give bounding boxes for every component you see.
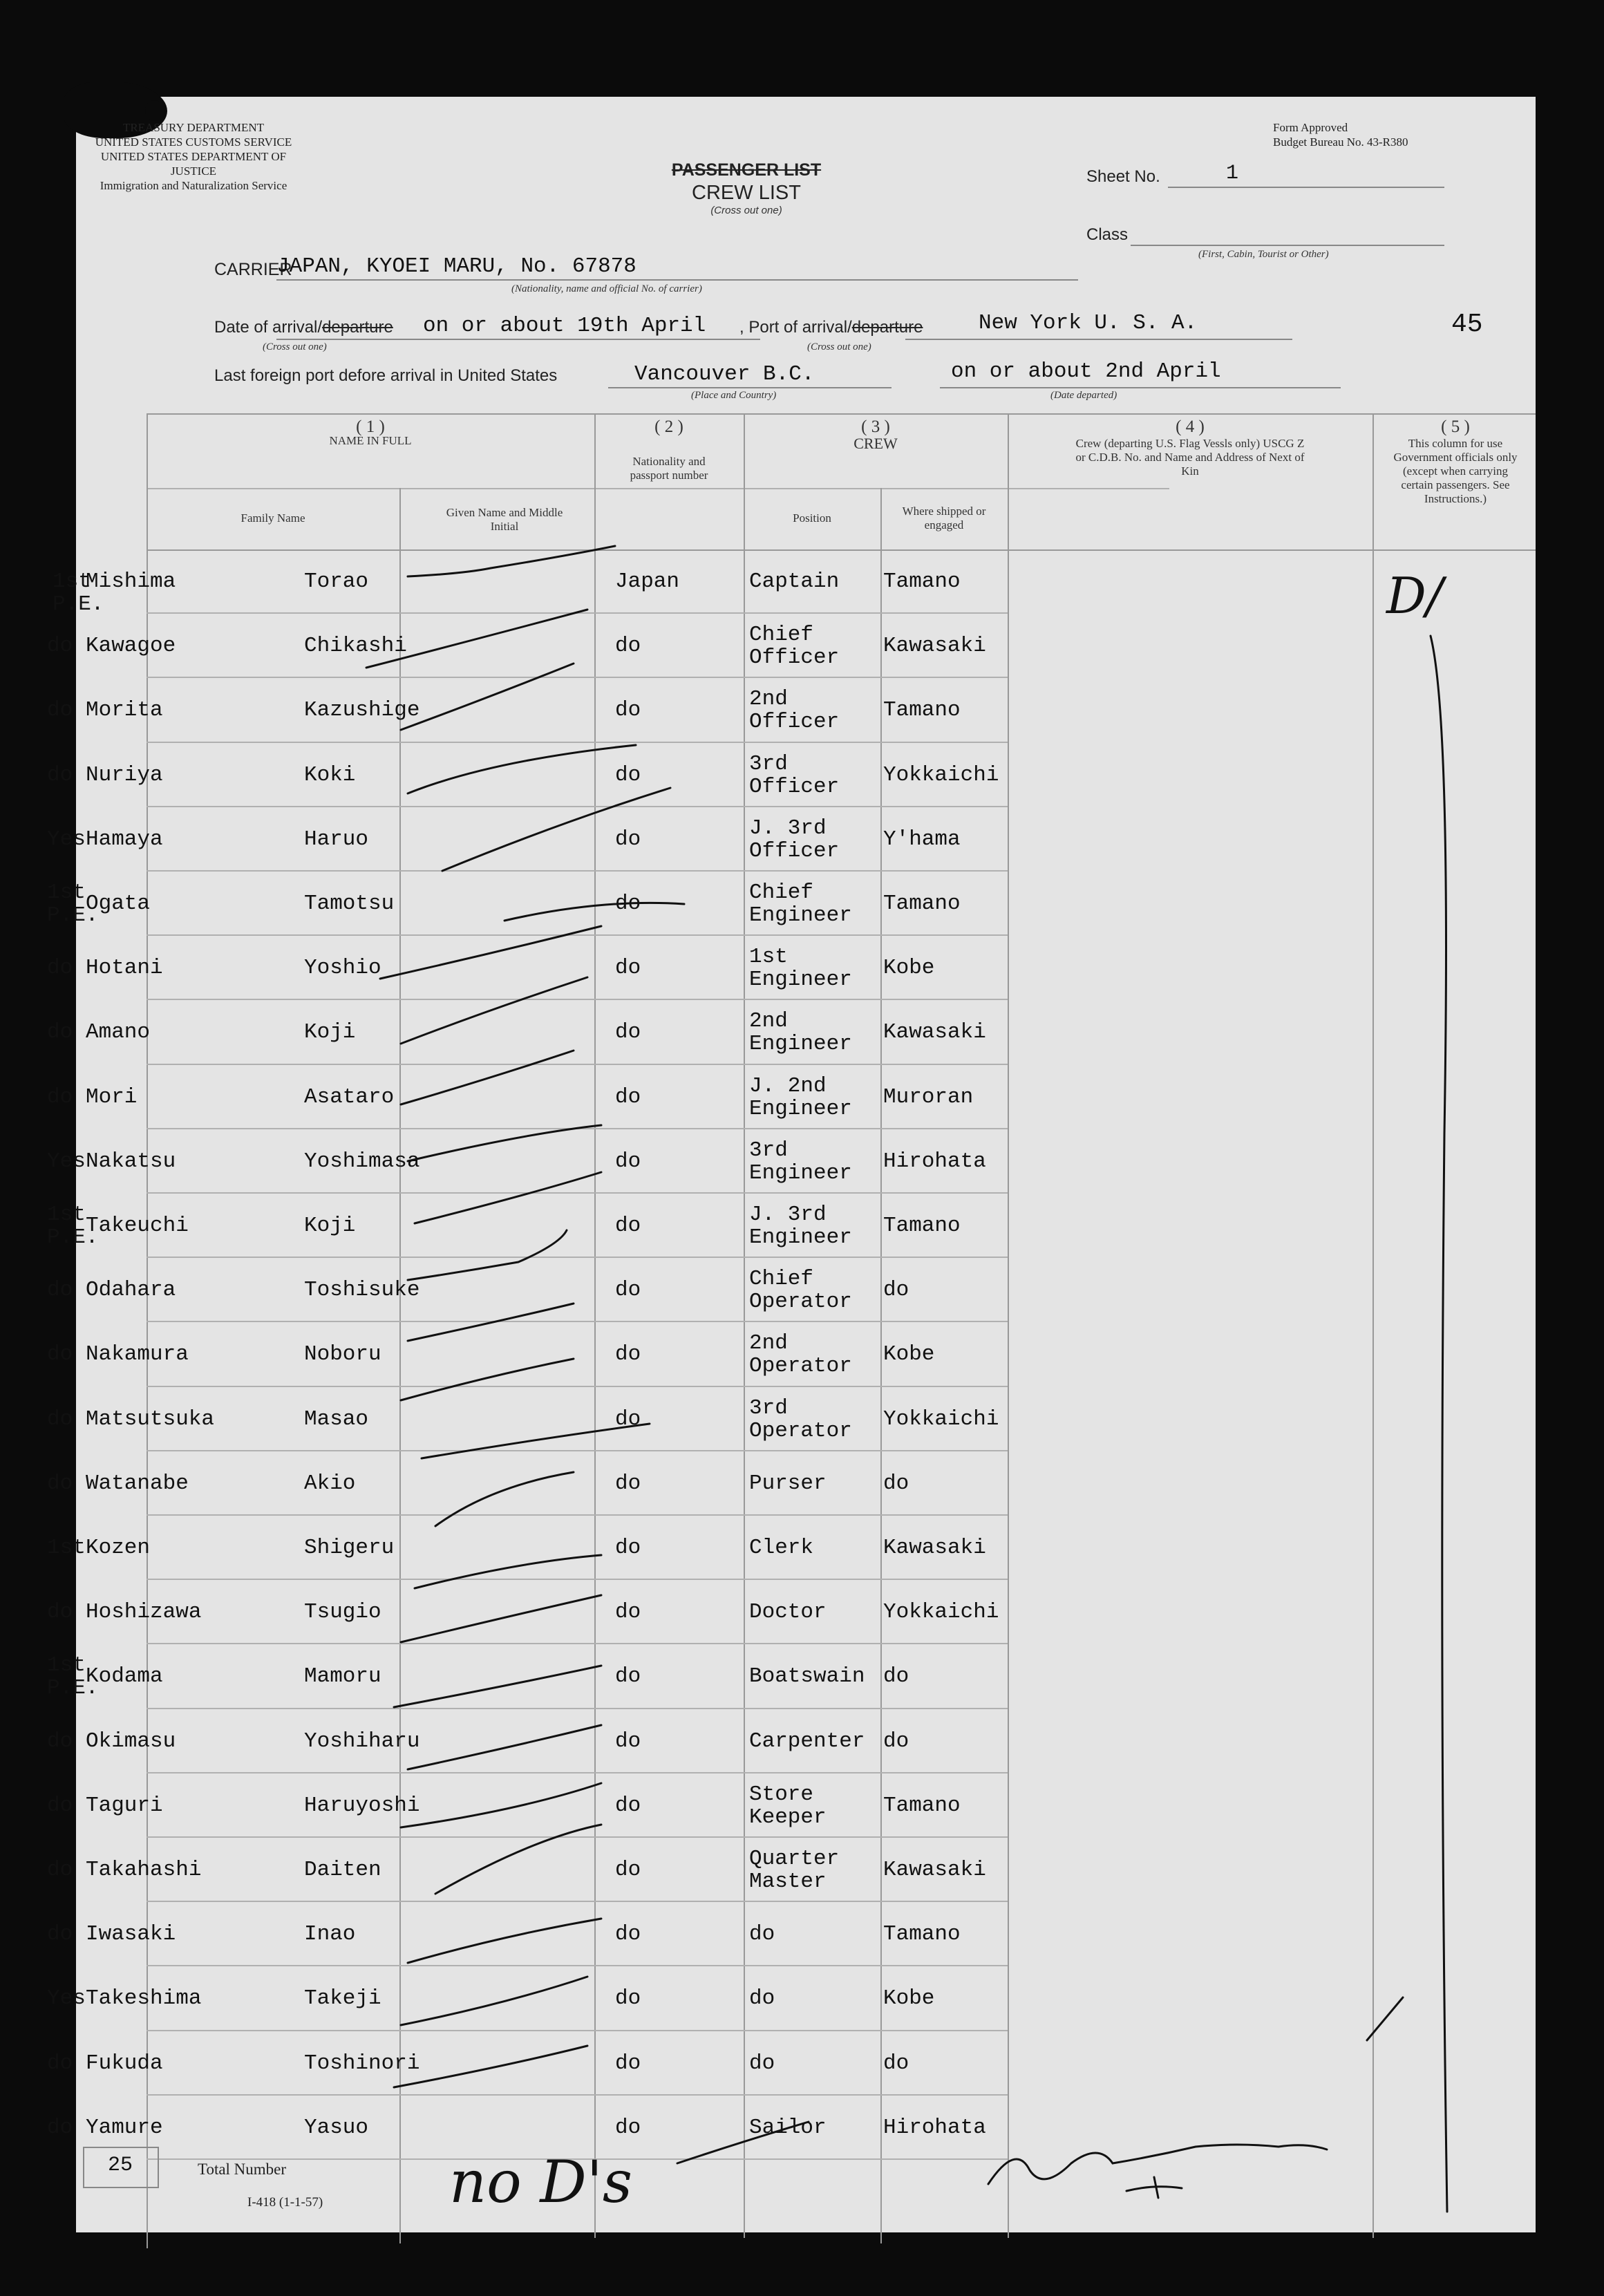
cell-status: do (47, 1600, 73, 1625)
cell-shipped: Tamano (883, 698, 961, 723)
column5-mark: D/ (1386, 567, 1443, 625)
cell-status: do (47, 1729, 73, 1753)
cell-family: Hoshizawa (86, 1600, 202, 1625)
cell-given: Daiten (304, 1858, 381, 1882)
cell-nationality: do (615, 1471, 641, 1496)
cell-nationality: do (615, 634, 641, 659)
cell-nationality: do (615, 1664, 641, 1689)
cell-shipped: Kawasaki (883, 1020, 986, 1045)
cell-position: J. 3rd Officer (749, 816, 840, 863)
pen-check-mark (435, 1825, 601, 1894)
cell-given: Koji (304, 1214, 356, 1238)
cell-status: do (47, 2051, 73, 2076)
cell-family: Takeuchi (86, 1214, 189, 1238)
cell-nationality: do (615, 1084, 641, 1109)
pen-check-mark (366, 610, 587, 668)
cell-status: do (47, 762, 73, 787)
cell-shipped: Kobe (883, 1342, 935, 1367)
carrier-label: CARRIER (214, 260, 292, 279)
col2-number: ( 2 ) (654, 417, 683, 436)
port-value: New York U. S. A. (979, 311, 1198, 335)
cell-given: Haruo (304, 827, 369, 851)
cell-given: Koji (304, 1020, 356, 1045)
cell-nationality: do (615, 1214, 641, 1238)
pen-check-mark (408, 1725, 601, 1769)
cell-nationality: do (615, 762, 641, 787)
pen-check-mark (394, 2046, 587, 2087)
cell-nationality: do (615, 1600, 641, 1625)
cell-position: Boatswain (749, 1664, 865, 1689)
col3-title: CREW (853, 435, 898, 452)
cell-given: Mamoru (304, 1664, 381, 1689)
col1-number: ( 1 ) (356, 417, 385, 436)
cell-status: Yes (47, 1986, 86, 2011)
passenger-list-struck: PASSENGER LIST (671, 160, 822, 180)
cell-shipped: do (883, 1664, 909, 1689)
cell-nationality: do (615, 1149, 641, 1174)
cell-status: 1st P.E. (47, 881, 99, 928)
cell-shipped: do (883, 1471, 909, 1496)
port-caption: (Cross out one) (807, 341, 871, 352)
cell-shipped: Tamano (883, 1922, 961, 1947)
cell-position: Captain (749, 570, 840, 594)
cell-position: Store Keeper (749, 1782, 827, 1829)
cell-status: do (47, 1406, 73, 1431)
cell-given: Noboru (304, 1342, 381, 1367)
cell-given: Kazushige (304, 698, 420, 723)
pen-check-mark (401, 1977, 587, 2025)
cell-position: J. 3rd Engineer (749, 1203, 852, 1250)
port-struck: departure (851, 318, 923, 337)
cell-status: 1st P.E. (47, 1203, 99, 1250)
last-port-label: Last foreign port defore arrival in United States (214, 366, 558, 385)
cell-nationality: do (615, 2115, 641, 2140)
last-port-caption: (Place and Country) (691, 390, 777, 401)
cell-family: Iwasaki (86, 1922, 176, 1947)
cell-nationality: do (615, 2051, 641, 2076)
carrier-caption: (Nationality, name and official No. of carrier) (511, 283, 702, 294)
col3-number: ( 3 ) (861, 417, 890, 436)
cell-shipped: do (883, 1729, 909, 1753)
cell-position: Carpenter (749, 1729, 865, 1753)
cell-status: do (47, 1858, 73, 1882)
cell-family: Kozen (86, 1536, 151, 1560)
cell-family: Takeshima (86, 1986, 202, 2011)
cell-given: Masao (304, 1406, 369, 1431)
pen-check-mark (415, 1172, 601, 1223)
sheet-label: Sheet No. (1086, 167, 1160, 186)
cell-position: do (749, 2051, 775, 2076)
pen-check-mark (401, 1051, 574, 1104)
cell-shipped: Tamano (883, 1793, 961, 1818)
cell-given: Takeji (304, 1986, 381, 2011)
cell-position: Purser (749, 1471, 827, 1496)
cell-shipped: Kobe (883, 956, 935, 981)
sheet-number: 1 (1226, 162, 1239, 185)
cell-nationality: Japan (615, 570, 680, 594)
signature-scribble (988, 2145, 1327, 2184)
cell-shipped: do (883, 2051, 909, 2076)
cell-family: Mishima (86, 570, 176, 594)
cell-status: 1st P.E. (53, 570, 104, 617)
cell-nationality: do (615, 1986, 641, 2011)
arrival-date: on or about 19th April (423, 314, 706, 338)
cell-family: Takahashi (86, 1858, 202, 1882)
shipped-header: Where shipped or engaged (902, 505, 986, 531)
cell-shipped: Kawasaki (883, 1536, 986, 1560)
col1-title: NAME IN FULL (329, 434, 412, 447)
note-underline (677, 2122, 809, 2163)
class-caption: (First, Cabin, Tourist or Other) (1198, 249, 1329, 260)
cell-nationality: do (615, 892, 641, 916)
cross-out-caption: (Cross out one) (710, 205, 782, 216)
cell-position: Clerk (749, 1536, 814, 1560)
cell-given: Yoshimasa (304, 1149, 420, 1174)
cell-shipped: Kawasaki (883, 634, 986, 659)
cell-nationality: do (615, 1729, 641, 1753)
cell-given: Inao (304, 1922, 356, 1947)
cell-status: do (47, 1020, 73, 1045)
pen-check-mark (422, 1424, 650, 1458)
cell-position: Doctor (749, 1600, 827, 1625)
cell-shipped: Kawasaki (883, 1858, 986, 1882)
cell-position: Chief Officer (749, 623, 840, 670)
cell-given: Shigeru (304, 1536, 395, 1560)
pen-check-mark (435, 1472, 574, 1526)
cell-shipped: do (883, 1278, 909, 1303)
crew-list-sheet (47, 97, 1536, 2232)
cell-family: Nakatsu (86, 1149, 176, 1174)
cell-status: do (47, 1471, 73, 1496)
cell-family: Taguri (86, 1793, 163, 1818)
cell-given: Toshisuke (304, 1278, 420, 1303)
pen-check-mark (408, 745, 636, 793)
cell-shipped: Tamano (883, 892, 961, 916)
col4-title: Crew (departing U.S. Flag Vessls only) USCG Z or C.D.B. No. and Name and Address of Next of Kin (1075, 437, 1305, 478)
cell-nationality: do (615, 1536, 641, 1560)
arrival-struck: departure (322, 318, 393, 337)
cell-position: do (749, 1986, 775, 2011)
position-header: Position (793, 511, 831, 525)
cell-given: Torao (304, 570, 369, 594)
cell-family: Matsutsuka (86, 1406, 215, 1431)
cell-family: Kodama (86, 1664, 163, 1689)
cell-family: Mori (86, 1084, 138, 1109)
cell-given: Yoshio (304, 956, 381, 981)
cell-family: Nuriya (86, 762, 163, 787)
cell-family: Okimasu (86, 1729, 176, 1753)
cell-given: Koki (304, 762, 356, 787)
cell-nationality: do (615, 1020, 641, 1045)
cell-status: do (47, 1278, 73, 1303)
pen-check-mark (394, 1666, 601, 1707)
pen-check-mark (415, 1555, 601, 1588)
cell-shipped: Hirohata (883, 2115, 986, 2140)
cell-family: Fukuda (86, 2051, 163, 2076)
signature-scribble (1126, 2177, 1182, 2198)
cell-shipped: Muroran (883, 1084, 974, 1109)
pen-check-mark (408, 1230, 567, 1280)
total-count: 25 (107, 2154, 133, 2177)
cell-status: 1st P.E. (47, 1653, 99, 1701)
cell-position: 3rd Officer (749, 751, 840, 799)
cell-shipped: Yokkaichi (883, 1406, 999, 1431)
pen-check-mark (401, 1595, 601, 1642)
pen-check-mark (408, 1919, 601, 1963)
crew-list-title: CREW LIST (692, 182, 801, 204)
arrival-label: Date of arrival/ (214, 318, 323, 337)
arrival-caption: (Cross out one) (263, 341, 327, 352)
cell-family: Hamaya (86, 827, 163, 851)
agency-line: TREASURY DEPARTMENT (122, 121, 265, 134)
pen-check-mark (504, 903, 684, 921)
column5-vertical-stroke (1431, 636, 1447, 2212)
cell-family: Ogata (86, 892, 151, 916)
col2-title: Nationality and passport number (630, 455, 708, 482)
cell-given: Toshinori (304, 2051, 420, 2076)
cell-position: Quarter Master (749, 1847, 840, 1894)
cell-position: 1st Engineer (749, 945, 852, 992)
cell-position: Sailor (749, 2115, 827, 2140)
cell-position: 3rd Operator (749, 1395, 852, 1443)
cell-given: Asataro (304, 1084, 395, 1109)
cell-family: Odahara (86, 1278, 176, 1303)
cell-position: Chief Engineer (749, 881, 852, 928)
form-approved: Form Approved (1273, 121, 1348, 134)
col4-number: ( 4 ) (1176, 417, 1205, 436)
col5-number: ( 5 ) (1441, 417, 1470, 436)
carrier-value: JAPAN, KYOEI MARU, No. 67878 (276, 254, 636, 279)
cell-family: Hotani (86, 956, 163, 981)
cell-status: do (47, 1084, 73, 1109)
cell-given: Yasuo (304, 2115, 369, 2140)
cell-status: do (47, 1793, 73, 1818)
cell-given: Tsugio (304, 1600, 381, 1625)
cell-given: Haruyoshi (304, 1793, 420, 1818)
cell-shipped: Tamano (883, 570, 961, 594)
agency-line: Immigration and Naturalization Service (100, 179, 287, 192)
cell-shipped: Yokkaichi (883, 762, 999, 787)
cell-nationality: do (615, 1858, 641, 1882)
pen-stray-mark (1367, 1997, 1403, 2040)
cell-position: 2nd Operator (749, 1331, 852, 1379)
family-name-header: Family Name (240, 511, 305, 525)
cell-family: Amano (86, 1020, 151, 1045)
cell-family: Watanabe (86, 1471, 189, 1496)
cell-position: 2nd Officer (749, 687, 840, 735)
port-label: , Port of arrival/ (739, 318, 852, 337)
page-number: 45 (1451, 310, 1483, 339)
agency-line: UNITED STATES DEPARTMENT OF JUSTICE (100, 150, 287, 178)
cell-nationality: do (615, 956, 641, 981)
cell-shipped: Hirohata (883, 1149, 986, 1174)
cell-nationality: do (615, 1922, 641, 1947)
cell-given: Akio (304, 1471, 356, 1496)
cell-shipped: Y'hama (883, 827, 961, 851)
pen-check-mark (442, 788, 670, 871)
cell-nationality: do (615, 1793, 641, 1818)
cell-given: Yoshiharu (304, 1729, 420, 1753)
cell-position: 2nd Engineer (749, 1009, 852, 1057)
cell-family: Morita (86, 698, 163, 723)
budget-bureau: Budget Bureau No. 43-R380 (1273, 135, 1408, 149)
cell-position: Chief Operator (749, 1267, 852, 1315)
pen-check-mark (401, 977, 587, 1044)
total-label: Total Number (198, 2161, 287, 2178)
cell-status: do (47, 634, 73, 659)
cell-family: Nakamura (86, 1342, 189, 1367)
cell-status: do (47, 1342, 73, 1367)
cell-position: do (749, 1922, 775, 1947)
pen-check-mark (401, 1359, 574, 1400)
agency-line: UNITED STATES CUSTOMS SERVICE (95, 135, 292, 149)
cell-nationality: do (615, 1406, 641, 1431)
col5-title: This column for use Government officials only (except when carrying certain passengers. See Instructions.) (1393, 437, 1518, 505)
cell-given: Chikashi (304, 634, 407, 659)
handwritten-note: no D's (449, 2148, 632, 2216)
pen-check-mark (408, 1125, 601, 1161)
cell-status: Yes (47, 1149, 86, 1174)
cell-status: do (47, 956, 73, 981)
cell-status: do (47, 698, 73, 723)
cell-status: Yes (47, 827, 86, 851)
cell-status: do (47, 1922, 73, 1947)
cell-nationality: do (615, 698, 641, 723)
class-label: Class (1086, 225, 1129, 244)
pen-check-mark (408, 1304, 574, 1341)
cell-shipped: Kobe (883, 1986, 935, 2011)
cell-status: 1st (47, 1536, 86, 1560)
cell-status: do (47, 2115, 73, 2140)
departed-caption: (Date departed) (1050, 390, 1117, 401)
form-number: I-418 (1-1-57) (247, 2195, 323, 2210)
cell-shipped: Tamano (883, 1214, 961, 1238)
given-name-header: Given Name and Middle Initial (446, 506, 563, 533)
pen-marks (76, 97, 1536, 2232)
cell-position: J. 2nd Engineer (749, 1073, 852, 1121)
cell-position: 3rd Engineer (749, 1138, 852, 1185)
cell-nationality: do (615, 1278, 641, 1303)
cell-nationality: do (615, 827, 641, 851)
cell-nationality: do (615, 1342, 641, 1367)
pen-check-mark (401, 664, 574, 730)
departed-value: on or about 2nd April (951, 359, 1221, 384)
pen-check-mark (408, 546, 615, 576)
cell-family: Kawagoe (86, 634, 176, 659)
pen-check-mark (380, 926, 601, 979)
cell-family: Yamure (86, 2115, 163, 2140)
cell-given: Tamotsu (304, 892, 395, 916)
last-port-value: Vancouver B.C. (634, 362, 815, 386)
cell-shipped: Yokkaichi (883, 1600, 999, 1625)
pen-check-mark (401, 1783, 601, 1827)
